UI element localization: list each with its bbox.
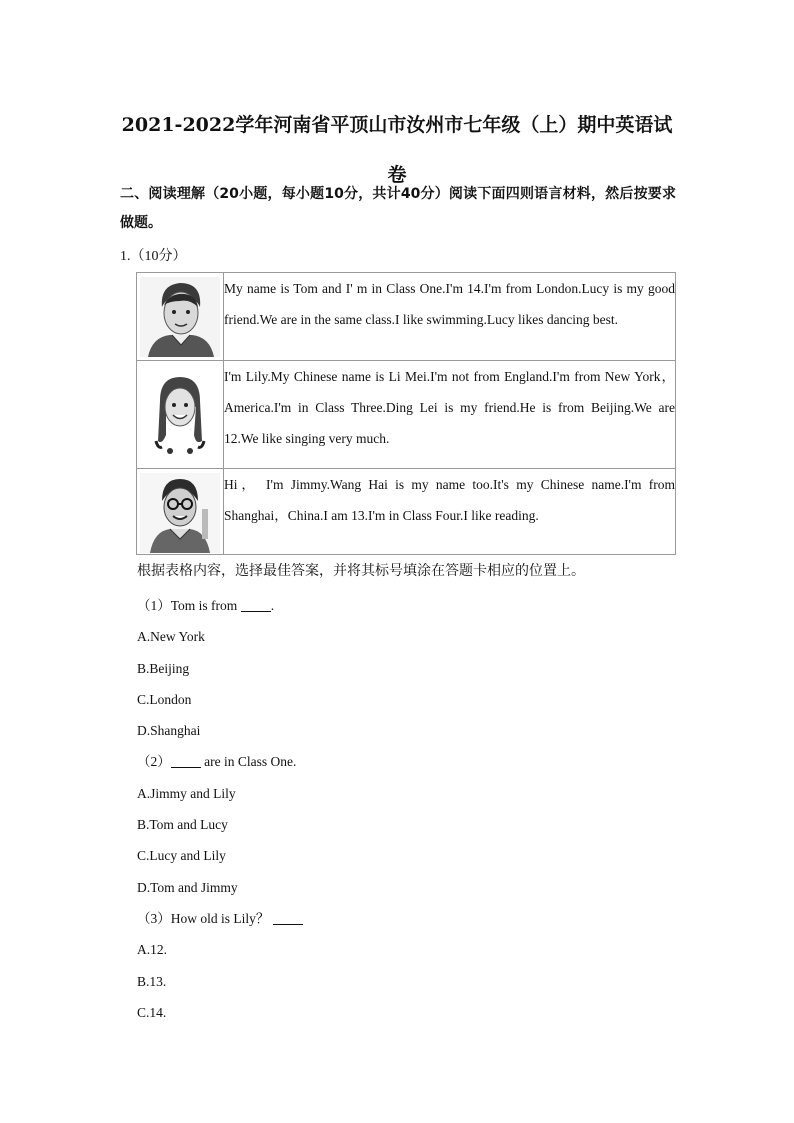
photo-cell [137,273,224,361]
girl-lily-photo-icon [140,371,220,461]
boy-jimmy-photo-icon [140,473,220,553]
boy-tom-photo-icon [140,277,220,357]
title-line-1: 2021-2022学年河南省平顶山市汝州市七年级（上）期中英语试 [121,114,673,136]
table-cell-text: My name is Tom and I' m in Class One.I'm 14.I'm from London.Lucy is my good friend.We are in the same class.I like swimming.Lucy likes dancing best. [224,273,676,361]
answer-blank [273,911,303,925]
table-row [137,361,676,469]
section-heading: 二、阅读理解（20小题，每小题10分，共计40分）阅读下面四则语言材料，然后按要求做题。 [120,186,676,231]
stem-text: （3）How old is Lily？ [137,910,273,926]
table-cell-text: Hi， I'm Jimmy.Wang Hai is my name too.It's my Chinese name.I'm from Shanghai，China.I am 13.I'm in Class Four.I like reading. [224,469,676,555]
stem-text: . [270,598,275,613]
stem-text: （2） [137,754,171,770]
option: B.Beijing [137,660,190,676]
table-cell-text: I'm Lily.My Chinese name is Li Mei.I'm not from England.I'm from New York，America.I'm in Class Three.Ding Lei is my friend.He is from Beijing.We are 12.We like singing very much. [224,361,676,469]
option: B.Tom and Lucy [137,817,228,833]
title-line-2: 卷 [387,164,407,186]
info-table [136,272,676,555]
question-1-header: 1.（10分） [120,249,187,264]
question-stem [137,903,303,934]
photo-cell [137,361,224,469]
option: A.12. [137,942,167,958]
option: C.14. [137,1004,167,1020]
stem-text: （1）Tom is from [137,598,241,613]
questions-list [137,590,303,1028]
question-stem [137,746,303,777]
option: C.Lucy and Lily [137,848,226,864]
option: D.Shanghai [137,723,201,739]
instruction-text: 根据表格内容，选择最佳答案，并将其标号填涂在答题卡相应的位置上。 [137,563,585,579]
table-row [137,273,676,361]
option: B.13. [137,973,167,989]
option: D.Tom and Jimmy [137,879,238,895]
option: A.Jimmy and Lily [137,785,236,801]
answer-blank [171,754,201,768]
stem-text: are in Class One. [200,754,297,770]
option: C.London [137,691,192,707]
question-stem [137,590,303,621]
option: A.New York [137,629,205,645]
answer-blank [241,598,271,612]
table-row [137,469,676,555]
photo-cell [137,469,224,555]
